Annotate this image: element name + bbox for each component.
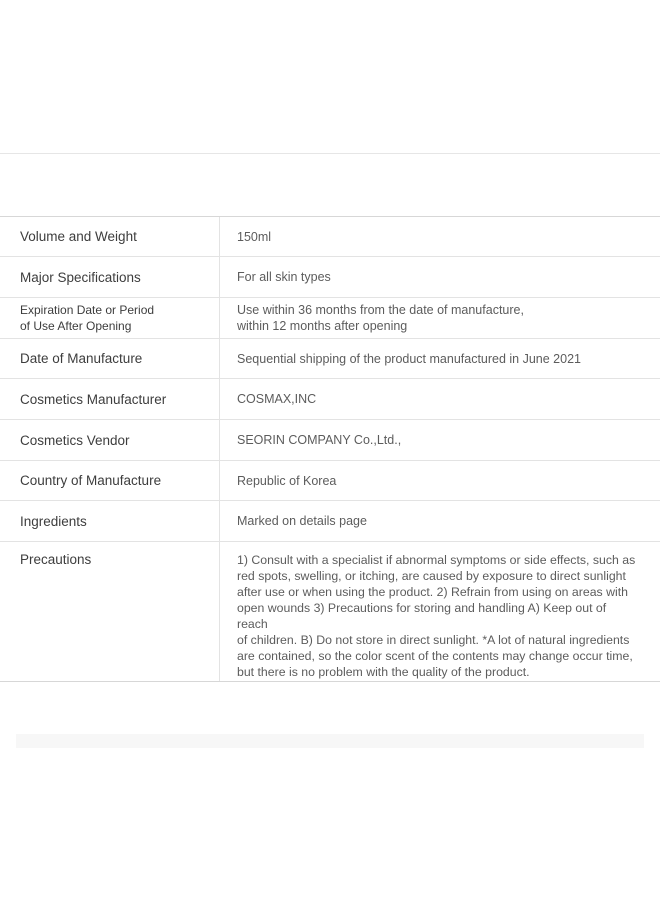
row-value-line: but there is no problem with the quality of the product. <box>237 665 530 679</box>
product-spec-table <box>0 216 660 682</box>
row-value <box>220 542 660 681</box>
row-label: Volume and Weight <box>0 217 220 256</box>
row-label: Cosmetics Vendor <box>0 420 220 460</box>
table-row-manufacture-date <box>0 339 660 379</box>
row-label: Precautions <box>0 542 220 681</box>
row-value-line: Use within 36 months from the date of manufacture, <box>237 303 524 317</box>
row-label: Date of Manufacture <box>0 339 220 378</box>
row-value-line: 1) Consult with a specialist if abnormal symptoms or side effects, such as <box>237 553 636 567</box>
row-value-line: after use or when using the product. 2) Refrain from using on areas with <box>237 585 628 599</box>
row-label: Cosmetics Manufacturer <box>0 379 220 419</box>
row-label: Country of Manufacture <box>0 461 220 500</box>
row-value: For all skin types <box>237 270 331 284</box>
row-value: SEORIN COMPANY Co.,Ltd., <box>237 433 402 447</box>
row-value-line: open wounds 3) Precautions for storing and handling A) Keep out of reach <box>237 601 607 631</box>
row-value: Republic of Korea <box>237 473 337 488</box>
table-row-country <box>0 461 660 501</box>
row-label <box>0 298 220 338</box>
row-label-line: of Use After Opening <box>20 319 132 333</box>
table-row-precautions <box>0 542 660 682</box>
footer-band <box>16 734 644 748</box>
row-label: Major Specifications <box>0 257 220 297</box>
table-row-expiration <box>0 298 660 339</box>
row-label: Ingredients <box>0 501 220 541</box>
row-value: COSMAX,INC <box>237 392 317 406</box>
table-row-volume <box>0 217 660 257</box>
row-value-line: red spots, swelling, or itching, are caused by exposure to direct sunlight <box>237 569 626 583</box>
row-value: Marked on details page <box>237 514 367 528</box>
row-value: Sequential shipping of the product manufactured in June 2021 <box>237 351 581 366</box>
table-row-vendor <box>0 420 660 461</box>
row-value-line: are contained, so the color scent of the contents may change occur time, <box>237 649 633 663</box>
row-value <box>220 298 660 338</box>
table-row-specifications <box>0 257 660 298</box>
row-value: 150ml <box>237 229 272 244</box>
row-label-line: Expiration Date or Period <box>20 303 155 317</box>
row-value-line: within 12 months after opening <box>237 319 408 333</box>
table-row-manufacturer <box>0 379 660 420</box>
row-value-line: of children. B) Do not store in direct sunlight. *A lot of natural ingredients <box>237 633 630 647</box>
product-info-panel <box>0 153 660 748</box>
table-row-ingredients <box>0 501 660 542</box>
